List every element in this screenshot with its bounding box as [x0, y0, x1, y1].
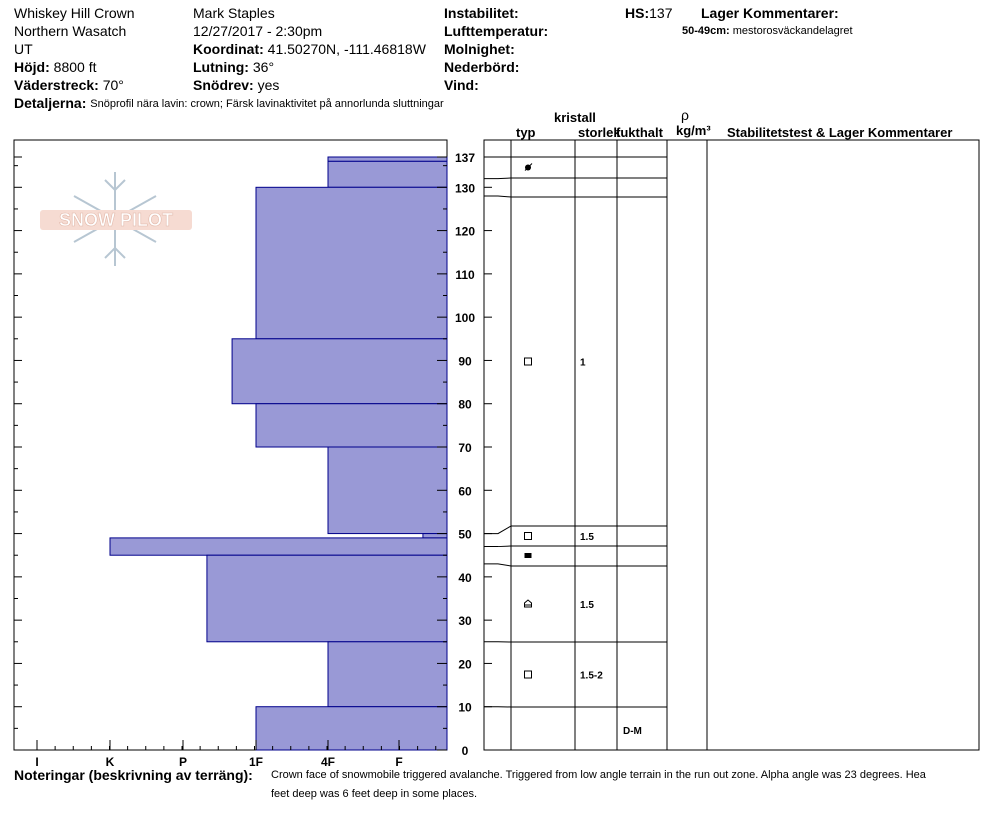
- faceted-grain-icon: [525, 533, 532, 540]
- rho-header: ρ: [681, 107, 689, 123]
- solid-grain-icon: [525, 553, 532, 558]
- details-text: Snöprofil nära lavin: crown; Färsk lavinaktivitet på annorlunda sluttningar: [90, 98, 444, 110]
- hardness-tick-label: K: [105, 755, 115, 769]
- hs-label: HS:: [625, 5, 650, 21]
- hardness-bar-5: [328, 447, 447, 534]
- grain-size-label: 1.5-2: [580, 670, 603, 682]
- hardness-tick-label: 1F: [248, 755, 264, 769]
- air-temp-label: Lufttemperatur:: [444, 23, 549, 39]
- faceted-grain-icon: [525, 671, 532, 678]
- size-header: storlek: [578, 125, 621, 140]
- coord-label: Koordinat:: [193, 41, 264, 57]
- hs-value: 137: [649, 5, 673, 21]
- hardness-bar-9: [328, 642, 447, 707]
- layer-comment-text: mestorosväckandelagret: [732, 25, 853, 37]
- logo-text: SNOW PILOT: [59, 210, 173, 230]
- height-tick-label: 50: [458, 527, 472, 542]
- coord-value: 41.50270N, -111.46818W: [267, 41, 426, 57]
- instability-label: Instabilitet:: [444, 5, 519, 21]
- height-tick-label: 90: [458, 354, 472, 369]
- density-unit-header: kg/m³: [676, 123, 711, 138]
- grain-size-label: 1.5: [580, 532, 594, 543]
- hardness-bar-10: [256, 707, 447, 750]
- type-header: typ: [516, 125, 536, 140]
- notes-label: Noteringar (beskrivning av terräng):: [14, 767, 253, 783]
- height-tick-label: 70: [458, 441, 472, 456]
- height-tick-label: 100: [454, 311, 476, 326]
- grain-size-label: 1: [580, 357, 586, 369]
- height-tick-label: 30: [458, 614, 472, 629]
- hardness-bar-3: [232, 339, 447, 404]
- notes-line-2: feet deep was 6 feet deep in some places.: [271, 788, 478, 800]
- height-tick-label: 110: [455, 267, 475, 282]
- faceted-grain-icon: [525, 358, 532, 365]
- grain-table-frame: [484, 140, 979, 750]
- moisture-header: fukthalt: [616, 125, 663, 140]
- slope-label: Lutning:: [193, 59, 249, 75]
- grain-size-label: 1.5: [580, 600, 594, 611]
- hardness-bars: [110, 157, 447, 750]
- moisture-label: D-M: [623, 726, 642, 737]
- wind-label: Vind:: [444, 77, 479, 93]
- hardness-bar-4: [256, 404, 447, 447]
- aspect-label: Väderstreck:: [14, 77, 99, 93]
- height-tick-label: 130: [454, 181, 476, 196]
- hardness-bar-0: [328, 157, 447, 161]
- hardness-bar-6: [423, 534, 447, 538]
- depth-hoar-icon: [525, 600, 532, 607]
- hardness-bar-2: [256, 187, 447, 338]
- hardness-tick-label: 4F: [320, 755, 336, 769]
- layer-boundary-connector: [484, 546, 511, 547]
- hardness-bar-7: [110, 538, 447, 555]
- layer-boundary-connector: [484, 178, 511, 179]
- details-label: Detaljerna:: [14, 95, 87, 111]
- height-tick-label: 137: [454, 151, 476, 165]
- hardness-bar-1: [328, 161, 447, 187]
- hardness-tick-label: I: [35, 755, 39, 769]
- notes-line-1: Crown face of snowmobile triggered avalanche. Triggered from low angle terrain in the run out zone. Alpha angle was 23 degrees. Hea: [271, 769, 926, 781]
- observer: Mark Staples: [193, 5, 275, 21]
- slope-value: 36°: [252, 59, 275, 75]
- stability-header: Stabilitetstest & Lager Kommentarer: [727, 125, 953, 140]
- hardness-bar-8: [207, 555, 447, 642]
- height-tick-label: 0: [461, 744, 469, 758]
- precip-label: Nederbörd:: [444, 59, 520, 75]
- height-tick-label: 120: [454, 224, 476, 239]
- snowpilot-logo: [40, 172, 192, 266]
- hardness-tick-label: F: [395, 755, 403, 769]
- state: UT: [14, 41, 33, 57]
- sky-label: Molnighet:: [444, 41, 515, 57]
- layer-boundary-connector: [484, 564, 511, 566]
- location: Whiskey Hill Crown: [14, 5, 135, 21]
- crystal-header: kristall: [554, 110, 596, 125]
- wind-loading-label: Snödrev:: [193, 77, 254, 93]
- mountain-range: Northern Wasatch: [14, 23, 127, 39]
- hardness-tick-label: P: [178, 755, 188, 769]
- aspect-value: 70°: [102, 77, 124, 93]
- height-tick-label: 80: [458, 397, 472, 412]
- layer-boundary-connector: [484, 196, 511, 197]
- date-time: 12/27/2017 - 2:30pm: [193, 23, 323, 39]
- height-tick-label: 20: [458, 657, 472, 672]
- elevation-value: 8800 ft: [53, 59, 97, 75]
- height-tick-label: 10: [458, 700, 472, 715]
- height-tick-label: 40: [458, 570, 472, 585]
- elevation-label: Höjd:: [14, 59, 50, 75]
- layer-comment-depth: 50-49cm:: [682, 25, 730, 37]
- layer-comments-label: Lager Kommentarer:: [701, 5, 839, 21]
- wind-loading-value: yes: [257, 77, 280, 93]
- height-tick-label: 60: [458, 484, 472, 499]
- layer-boundary-connector: [484, 526, 511, 534]
